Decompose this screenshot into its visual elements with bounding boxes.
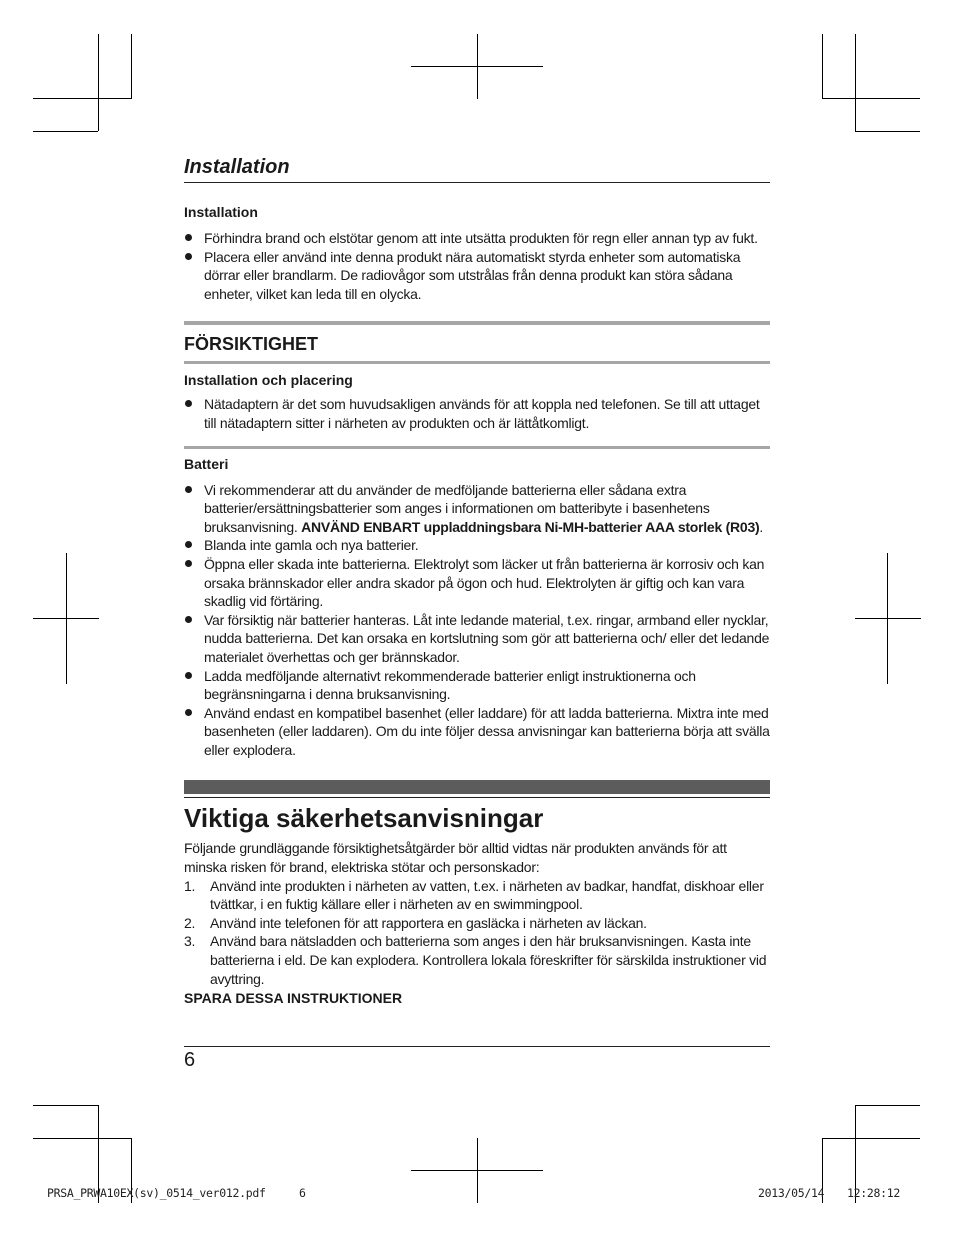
list-number: 3. [184, 933, 196, 950]
battery-item-bold: ANVÄND ENBART uppladdningsbara Ni-MH-batterier AAA storlek (R03) [301, 518, 760, 535]
list-item [184, 914, 770, 933]
section-header: Installation [184, 154, 770, 183]
safety-top-bar [184, 780, 770, 794]
list-number: 1. [184, 877, 196, 894]
list-item: Var försiktig när batterier hanteras. Låt inte ledande material, t.ex. ringar, armband eller nycklar, nudda batterierna. Det kan orsaka en kortslutning som gör att batterierna och/ eller det ledande materialet överhettas och ger brännskador. [184, 611, 770, 667]
list-item [184, 481, 770, 537]
battery-subtitle: Batteri [184, 455, 229, 472]
slug-time: 12:28:12 [847, 1186, 900, 1200]
placement-subtitle: Installation och placering [184, 372, 353, 389]
list-text: Använd inte telefonen för att rapportera en gasläcka i närheten av läckan. [210, 914, 647, 931]
slug-filename: PRSA_PRWA10EX(sv)_0514_ver012.pdf [47, 1186, 266, 1200]
save-instructions: SPARA DESSA INSTRUKTIONER [184, 990, 403, 1007]
list-item: Använd endast en kompatibel basenhet (eller laddare) för att ladda batterierna. Mixtra inte med basenheten (eller laddaren). Om du inte följer dessa anvisningar kan batterierna börja att svälla eller explodera. [184, 704, 770, 760]
page-number: 6 [184, 1049, 196, 1071]
footer-rule [184, 1046, 770, 1047]
list-text: Använd inte produkten i närheten av vatten, t.ex. i närheten av badkar, handfat, diskhoar eller tvättkar, i en fuktig källare eller i närheten av en swimmingpool. [210, 877, 764, 913]
list-item: Förhindra brand och elstötar genom att inte utsätta produkten för regn eller annan typ av fukt. [184, 229, 770, 248]
list-item: Öppna eller skada inte batterierna. Elektrolyt som läcker ut från batterierna är korrosiv och kan orsaka brännskador eller andra skador på ögon och hud. Elektrolyten är giftig och kan vara skadlig vid förtäring. [184, 555, 770, 611]
battery-item-text: Vi rekommenderar att du använder de medföljande batterierna eller sådana extra batterier/ersättningsbatterier som anges i informationen om batteribyte i basenhetens bruksanvisning. [204, 481, 710, 535]
safety-intro: Följande grundläggande försiktighetsåtgärder bör alltid vidtas när produkten används för att minska risken för brand, elektriska stötar och personskador: [184, 840, 727, 876]
list-item: Nätadaptern är det som huvudsakligen används för att koppla ned telefonen. Se till att uttaget till nätadaptern sitter i närheten av produkten och är lättåtkomligt. [184, 395, 770, 432]
list-item: Ladda medföljande alternativt rekommenderade batterier enligt instruktionerna och begränsningarna i denna bruksanvisning. [184, 667, 770, 704]
list-item: Placera eller använd inte denna produkt nära automatiskt styrda enheter som automatiska dörrar eller brandlarm. De radiovågor som utstrålas från denna produkt kan störa sådana enheter, vilket kan leda till en olycka. [184, 248, 770, 304]
page-content [184, 154, 770, 1008]
battery-item-end: . [759, 518, 764, 535]
installation-list [184, 229, 770, 303]
slug-page: 6 [299, 1186, 306, 1200]
slug-date: 2013/05/14 [758, 1186, 825, 1200]
installation-subtitle: Installation [184, 204, 258, 220]
list-text: Använd bara nätsladden och batterierna som anges i den här bruksanvisningen. Kasta inte batterierna i eld. De kan explodera. Kontrollera lokala föreskrifter för särskilda instruktioner vid avyttring. [210, 933, 767, 987]
list-item [184, 877, 770, 914]
list-item [184, 932, 770, 988]
caution-heading: FÖRSIKTIGHET [184, 334, 318, 355]
safety-heading: Viktiga säkerhetsanvisningar [184, 803, 544, 834]
list-number: 2. [184, 914, 196, 931]
placement-list [184, 395, 770, 432]
safety-list [184, 877, 770, 989]
list-item: Blanda inte gamla och nya batterier. [184, 536, 770, 555]
battery-list [184, 481, 770, 760]
